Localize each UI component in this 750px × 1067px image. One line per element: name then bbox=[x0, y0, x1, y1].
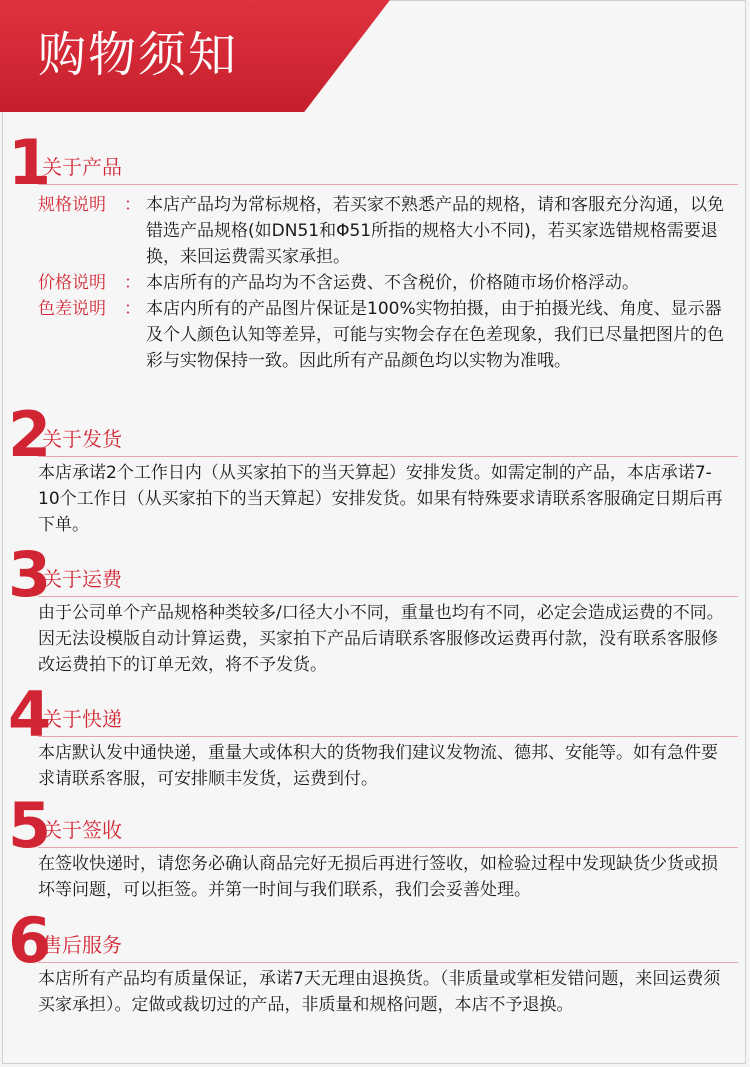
section-shipping bbox=[0, 398, 750, 535]
section-number: 5 bbox=[8, 789, 52, 862]
section-divider bbox=[38, 596, 738, 597]
section-title: 关于发货 bbox=[42, 427, 122, 451]
section-after-sales bbox=[0, 904, 750, 1015]
section-title: 售后服务 bbox=[42, 933, 122, 957]
section-title: 关于产品 bbox=[42, 155, 122, 179]
section-header bbox=[0, 398, 750, 471]
section-title: 关于签收 bbox=[42, 818, 122, 842]
row-label: 规格说明 bbox=[38, 195, 106, 215]
section-product bbox=[0, 126, 750, 371]
page-title: 购物须知 bbox=[38, 27, 239, 83]
section-header bbox=[0, 126, 750, 199]
row-text: 本店产品均为常标规格，若买家不熟悉产品的规格，请和客服充分沟通，以免错选产品规格(如DN51和Φ51所指的规格大小不同)，若买家选错规格需要退换，来回运费需买家承担。 bbox=[146, 195, 724, 267]
section-courier bbox=[0, 678, 750, 789]
row-text: 本店内所有的产品图片保证是100%实物拍摄，由于拍摄光线、角度、显示器及个人颜色认知等差异，可能与实物会存在色差现象，我们已尽量把图片的色彩与实物保持一致。因此所有产品颜色均以实物为准哦。 bbox=[146, 299, 724, 371]
section-number: 6 bbox=[8, 904, 52, 977]
section-title: 关于快递 bbox=[42, 707, 122, 731]
section-text: 在签收快递时，请您务必确认商品完好无损后再进行签收，如检验过程中发现缺货少货或损坏等问题，可以拒签。并第一时间与我们联系，我们会妥善处理。 bbox=[38, 854, 718, 900]
row-colon: ： bbox=[124, 273, 141, 293]
section-divider bbox=[38, 847, 738, 848]
section-header bbox=[0, 538, 750, 611]
section-freight bbox=[0, 538, 750, 675]
section-number: 4 bbox=[8, 678, 52, 751]
section-text: 本店默认发中通快递，重量大或体积大的货物我们建议发物流、德邦、安能等。如有急件要求请联系客服，可安排顺丰发货，运费到付。 bbox=[38, 743, 718, 789]
section-divider bbox=[38, 456, 738, 457]
row-label: 色差说明 bbox=[38, 299, 106, 319]
section-text: 由于公司单个产品规格种类较多/口径大小不同，重量也均有不同，必定会造成运费的不同。因无法设模版自动计算运费，买家拍下产品后请联系客服修改运费再付款，没有联系客服修改运费拍下的订单无效，将不予发货。 bbox=[38, 603, 724, 675]
section-header bbox=[0, 904, 750, 977]
section-number: 1 bbox=[8, 126, 52, 199]
row-colon: ： bbox=[124, 299, 141, 319]
section-title: 关于运费 bbox=[42, 567, 122, 591]
section-number: 3 bbox=[8, 538, 52, 611]
section-header bbox=[0, 789, 750, 862]
section-text: 本店所有产品均有质量保证，承诺7天无理由退换货。（非质量或掌柜发错问题，来回运费须买家承担）。定做或裁切过的产品，非质量和规格问题，本店不予退换。 bbox=[38, 969, 721, 1015]
section-divider bbox=[38, 184, 738, 185]
section-divider bbox=[38, 736, 738, 737]
header-banner bbox=[0, 0, 750, 112]
section-receipt bbox=[0, 789, 750, 900]
section-header bbox=[0, 678, 750, 751]
row-label: 价格说明 bbox=[38, 273, 106, 293]
section-divider bbox=[38, 962, 738, 963]
row-text: 本店所有的产品均为不含运费、不含税价，价格随市场价格浮动。 bbox=[146, 273, 639, 293]
section-text: 本店承诺2个工作日内（从买家拍下的当天算起）安排发货。如需定制的产品，本店承诺7-10个工作日（从买家拍下的当天算起）安排发货。如果有特殊要求请联系客服确定日期后再下单。 bbox=[38, 463, 723, 535]
row-colon: ： bbox=[124, 195, 141, 215]
section-number: 2 bbox=[8, 398, 52, 471]
